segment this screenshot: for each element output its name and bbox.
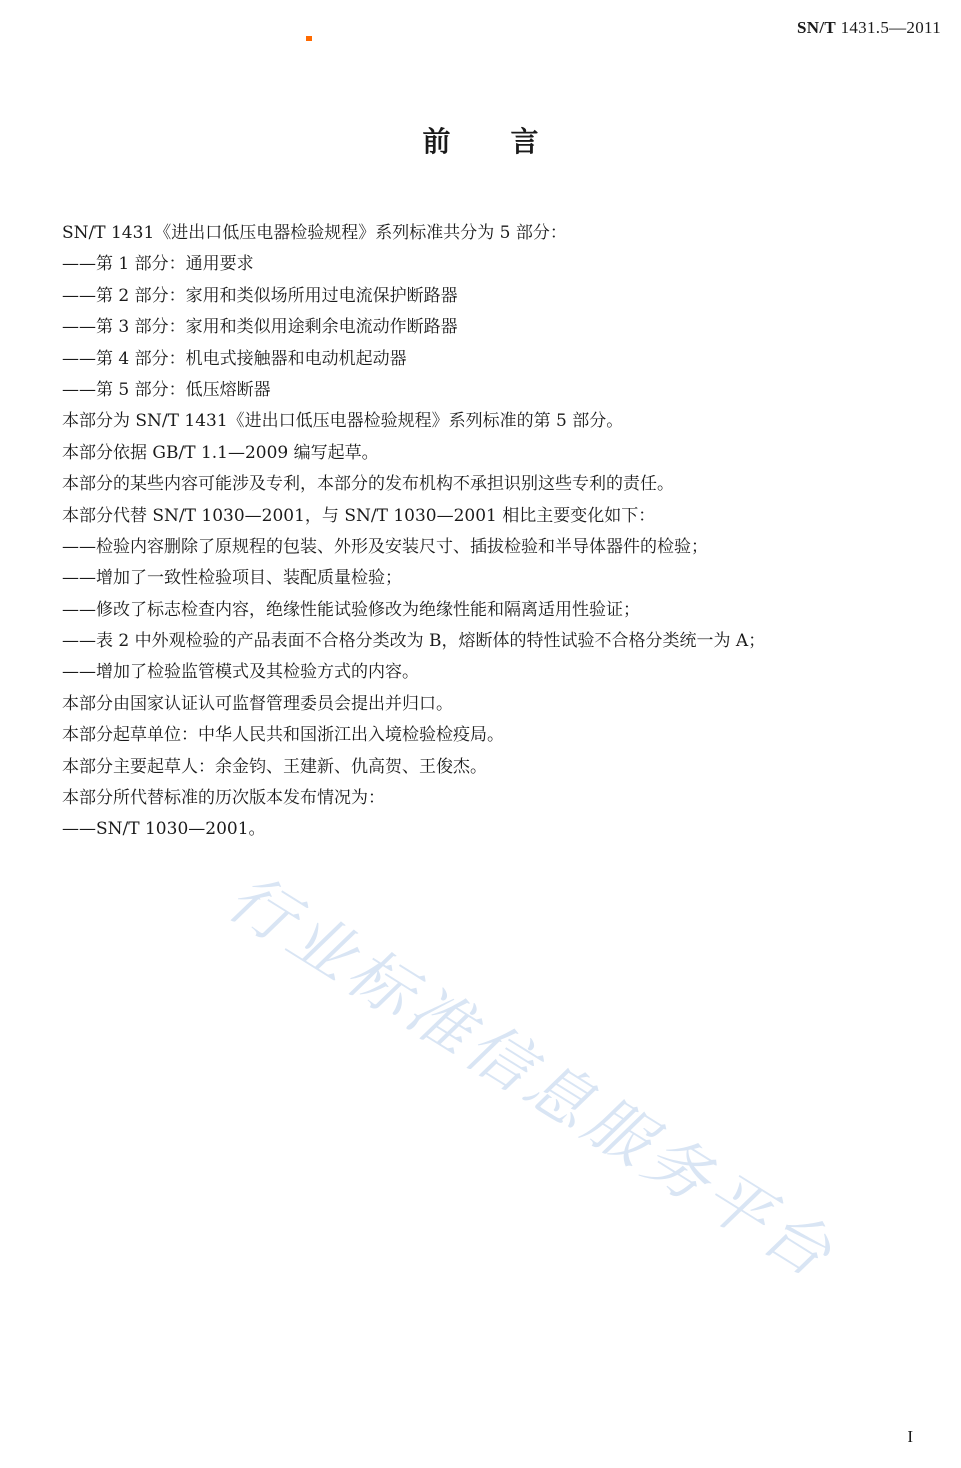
text-line: 本部分为 SN/T 1431《进出口低压电器检验规程》系列标准的第 5 部分。 <box>62 411 624 432</box>
foreword-body <box>62 221 942 849</box>
page-title: 前言 <box>422 125 599 158</box>
text-line: 本部分的某些内容可能涉及专利，本部分的发布机构不承担识别这些专利的责任。 <box>62 474 674 495</box>
list-item: ——SN/T 1030—2001。 <box>62 819 266 840</box>
list-item: ——检验内容删除了原规程的包装、外形及安装尺寸、插拔检验和半导体器件的检验； <box>62 536 708 557</box>
list-item: ——增加了一致性检验项目、装配质量检验； <box>62 568 402 589</box>
text-line: 本部分代替 SN/T 1030—2001，与 SN/T 1030—2001 相比主要变化如下： <box>62 505 656 526</box>
list-item: ——第 2 部分：家用和类似场所用过电流保护断路器 <box>62 285 458 306</box>
text-line: SN/T 1431《进出口低压电器检验规程》系列标准共分为 5 部分： <box>62 223 567 243</box>
standard-code: SN/T <box>797 18 837 37</box>
watermark: 行业标准信息服务平台 <box>214 860 848 1295</box>
list-item: ——第 3 部分：家用和类似用途剩余电流动作断路器 <box>62 317 458 338</box>
page-number: I <box>907 1427 913 1446</box>
orange-mark <box>306 36 312 41</box>
list-item: ——增加了检验监管模式及其检验方式的内容。 <box>62 662 419 683</box>
text-line: 本部分主要起草人：余金钧、王建新、仇高贺、王俊杰。 <box>62 756 487 777</box>
text-line: 本部分由国家认证认可监督管理委员会提出并归口。 <box>62 693 453 714</box>
text-line: 本部分起草单位：中华人民共和国浙江出入境检验检疫局。 <box>62 725 504 746</box>
list-item: ——修改了标志检查内容，绝缘性能试验修改为绝缘性能和隔离适用性验证； <box>62 599 640 620</box>
list-item: ——表 2 中外观检验的产品表面不合格分类改为 B，熔断体的特性试验不合格分类统一为 A； <box>62 631 766 652</box>
list-item: ——第 4 部分：机电式接触器和电动机起动器 <box>62 348 407 369</box>
text-line: 本部分所代替标准的历次版本发布情况为： <box>62 788 385 809</box>
standard-number-header <box>797 18 941 38</box>
list-item: ——第 5 部分：低压熔断器 <box>62 379 271 400</box>
standard-part-number: 1431.5—2011 <box>840 18 941 37</box>
list-item: ——第 1 部分：通用要求 <box>62 254 254 275</box>
text-line: 本部分依据 GB/T 1.1—2009 编写起草。 <box>62 442 379 463</box>
